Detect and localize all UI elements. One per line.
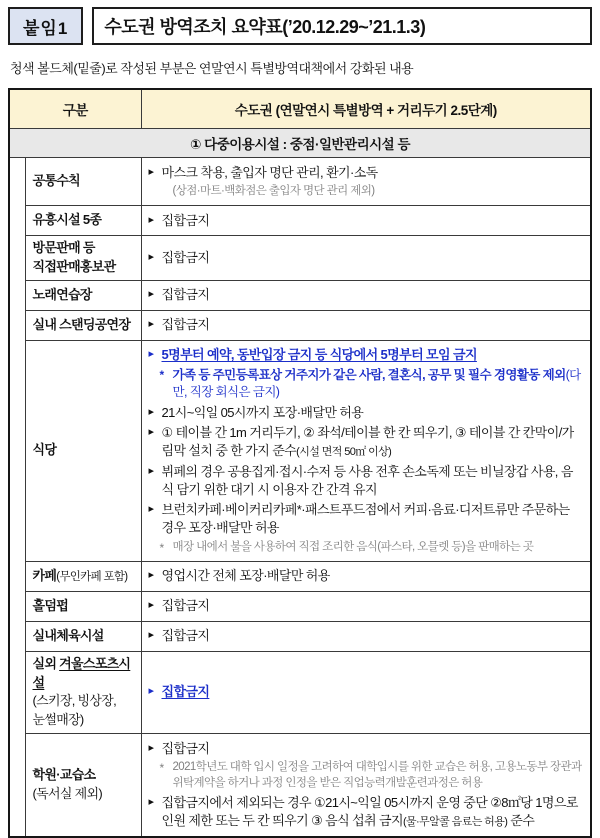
- content-cell: [141, 206, 591, 236]
- content-cell: [141, 340, 591, 561]
- content-line: [149, 501, 585, 537]
- text-run: 카페: [32, 567, 57, 583]
- category-line: [33, 211, 137, 230]
- table-head: [9, 89, 591, 158]
- content-cell: [141, 651, 591, 733]
- text-run: 학원·교습소: [32, 767, 96, 783]
- bullet-marker: ▸: [148, 405, 154, 418]
- table-header-row: [9, 89, 591, 129]
- table-row: [9, 158, 591, 206]
- content-cell: [141, 561, 591, 591]
- text-run: 2021학년도 대학 입시 일정을 고려하여 대학입시를 위한 교습은 허용, 고용노동부 장관과 위탁계약을 하거나 과정 인정을 받은 직업능력개발훈련과정은 허용: [172, 761, 582, 789]
- text-run: 홀덤펍: [32, 597, 69, 613]
- bullet-marker: ▸: [148, 348, 154, 361]
- bullet-marker: ▸: [148, 569, 154, 582]
- category-line: [33, 172, 137, 191]
- bullet-marker: ▸: [148, 796, 154, 809]
- text-run: 식당: [32, 442, 57, 458]
- category-cell: [25, 310, 141, 340]
- text-run: (물·무알콜 음료는 허용): [402, 816, 508, 829]
- bullet-marker: ▸: [148, 165, 154, 178]
- text-run: 집합금지: [161, 212, 210, 228]
- bullet-marker: ▸: [148, 251, 154, 264]
- category-cell: [25, 280, 141, 310]
- text-run: (다만, 직장 회식은 금지): [172, 367, 581, 399]
- text-run: 집합금지: [161, 250, 210, 266]
- text-run: 5명부터 예약, 동반입장 금지 등 식당에서 5명부터 모임 금지: [161, 347, 477, 363]
- text-run: 집합금지: [161, 684, 210, 700]
- text-run: 준수: [507, 813, 535, 829]
- asterisk-marker: *: [159, 761, 164, 776]
- section-title: ① 다중이용시설 : 중점·일반관리시설 등: [9, 129, 591, 158]
- content-line: [149, 463, 585, 499]
- category-cell: [25, 206, 141, 236]
- bullet-marker: ▸: [148, 426, 154, 439]
- category-cell: [25, 591, 141, 621]
- attachment-badge: 붙임1: [8, 7, 83, 45]
- page-title: 수도권 방역조치 요약표(’20.12.29~’21.1.3): [92, 7, 592, 45]
- category-line: [33, 692, 137, 711]
- content-line: [149, 316, 585, 334]
- measures-table: [8, 88, 592, 838]
- text-run: 집합금지에서 제외되는 경우 ①21시~익일 05시까지 운영 중단 ②8㎡당 1명으로 인원 제한 또는 두 칸 띄우기 ③ 음식 섭취 금지: [161, 795, 578, 829]
- table-row: [9, 206, 591, 236]
- text-run: 실내 스탠딩공연장: [32, 316, 131, 332]
- category-line: [33, 766, 137, 785]
- content-line: [149, 164, 585, 182]
- note-text: 청색 볼드체(밑줄)로 작성된 부분은 연말연시 특별방역대책에서 강화된 내용: [10, 61, 414, 76]
- text-run: 겨울스포츠시설: [32, 655, 131, 690]
- text-run: 브런치카페·베이커리카페*·패스트푸드점에서 커피·음료·디저트류만 주문하는 경우 포장·배달만 허용: [161, 502, 570, 536]
- text-run: 매장 내에서 불을 사용하여 직접 조리한 음식(파스타, 오믈렛 등)을 판매하는 곳: [172, 540, 534, 553]
- text-run: 방문판매 등: [32, 240, 95, 256]
- table-row: [9, 340, 591, 561]
- asterisk-marker: *: [159, 540, 164, 555]
- bullet-marker: ▸: [148, 213, 154, 226]
- content-line: [149, 249, 585, 267]
- text-run: 노래연습장: [32, 286, 92, 302]
- category-cell: [25, 734, 141, 837]
- text-run: 집합금지: [161, 287, 210, 303]
- document-header: [8, 7, 592, 45]
- text-run: 가족 등 주민등록표상 거주지가 같은 사람, 결혼식, 공무 및 필수 경영활동 제외: [172, 367, 566, 382]
- content-line: [149, 740, 585, 758]
- text-run: 집합금지: [161, 317, 210, 333]
- category-line: [33, 239, 137, 258]
- table-row: [9, 561, 591, 591]
- text-run: (상점·마트·백화점은 출입자 명단 관리 제외): [172, 184, 375, 197]
- content-line: [149, 627, 585, 645]
- category-cell: [25, 158, 141, 206]
- content-cell: [141, 621, 591, 651]
- content-cell: [141, 158, 591, 206]
- category-cell: [25, 561, 141, 591]
- table-row: [9, 621, 591, 651]
- table-row: [9, 280, 591, 310]
- content-line: [149, 424, 585, 460]
- category-line: [33, 286, 137, 305]
- header-cell-region: 수도권 (연말연시 특별방역 + 거리두기 2.5단계): [141, 89, 591, 129]
- bullet-marker: ▸: [148, 685, 154, 698]
- text-run: 뷔페의 경우 공용집게·접시·수저 등 사용 전후 손소독제 또는 비닐장갑 사용, 음식 담기 위한 대기 시 이용자 간 간격 유지: [161, 463, 573, 497]
- content-line: [149, 567, 585, 585]
- text-run: 마스크 착용, 출입자 명단 관리, 환기·소독: [161, 164, 378, 180]
- category-line: [33, 316, 137, 335]
- text-run: 실외: [32, 655, 60, 671]
- table-section-row: [9, 129, 591, 158]
- text-run: 실내체육시설: [32, 627, 104, 643]
- text-run: 집합금지: [161, 740, 210, 756]
- content-line: [149, 760, 585, 792]
- content-cell: [141, 734, 591, 837]
- category-line: [33, 655, 137, 693]
- content-line: [149, 597, 585, 615]
- text-run: (무인카페 포함): [56, 570, 128, 583]
- table-row: [9, 651, 591, 733]
- text-run: 21시~익일 05시까지 포장·배달만 허용: [161, 404, 364, 420]
- bullet-marker: ▸: [148, 599, 154, 612]
- category-line: [33, 441, 137, 460]
- content-line: [149, 404, 585, 422]
- content-line: [149, 286, 585, 304]
- bullet-marker: ▸: [148, 741, 154, 754]
- text-run: 눈썰매장): [32, 712, 84, 728]
- spacer-column: [9, 158, 25, 837]
- text-run: 공통수칙: [32, 173, 80, 189]
- text-run: (독서실 제외): [32, 785, 102, 801]
- category-line: [33, 597, 137, 616]
- text-run: 직접판매홍보관: [32, 259, 116, 275]
- content-line: [149, 540, 585, 556]
- table-body: [9, 158, 591, 837]
- bullet-marker: ▸: [148, 318, 154, 331]
- category-line: [33, 785, 137, 804]
- text-run: 영업시간 전체 포장·배달만 허용: [161, 568, 330, 584]
- text-run: 집합금지: [161, 598, 210, 614]
- content-line: [149, 683, 585, 701]
- category-line: [33, 711, 137, 730]
- content-line: [149, 184, 585, 200]
- table-row: [9, 236, 591, 281]
- text-run: (시설 면적 50㎡ 이상): [296, 446, 392, 459]
- content-line: [149, 346, 585, 364]
- text-run: (스키장, 빙상장,: [32, 693, 117, 709]
- category-cell: [25, 621, 141, 651]
- content-line: [149, 212, 585, 230]
- content-cell: [141, 310, 591, 340]
- text-run: ① 테이블 간 1m 거리두기, ② 좌석/테이블 한 칸 띄우기, ③ 테이블 간 칸막이/가림막 설치 중 한 가지 준수: [161, 425, 574, 459]
- category-cell: [25, 236, 141, 281]
- asterisk-marker: *: [159, 367, 164, 382]
- content-line: [149, 794, 585, 830]
- category-line: [33, 567, 137, 586]
- content-cell: [141, 236, 591, 281]
- content-line: [149, 367, 585, 402]
- bullet-marker: ▸: [148, 503, 154, 516]
- category-cell: [25, 340, 141, 561]
- bullet-marker: ▸: [148, 288, 154, 301]
- content-cell: [141, 280, 591, 310]
- category-line: [33, 258, 137, 277]
- bullet-marker: ▸: [148, 464, 154, 477]
- category-cell: [25, 651, 141, 733]
- category-line: [33, 627, 137, 646]
- header-cell-category: 구분: [9, 89, 141, 129]
- bullet-marker: ▸: [148, 629, 154, 642]
- table-row: [9, 591, 591, 621]
- text-run: 유흥시설 5종: [32, 212, 102, 228]
- content-cell: [141, 591, 591, 621]
- table-row: [9, 734, 591, 837]
- table-row: [9, 310, 591, 340]
- text-run: 집합금지: [161, 628, 210, 644]
